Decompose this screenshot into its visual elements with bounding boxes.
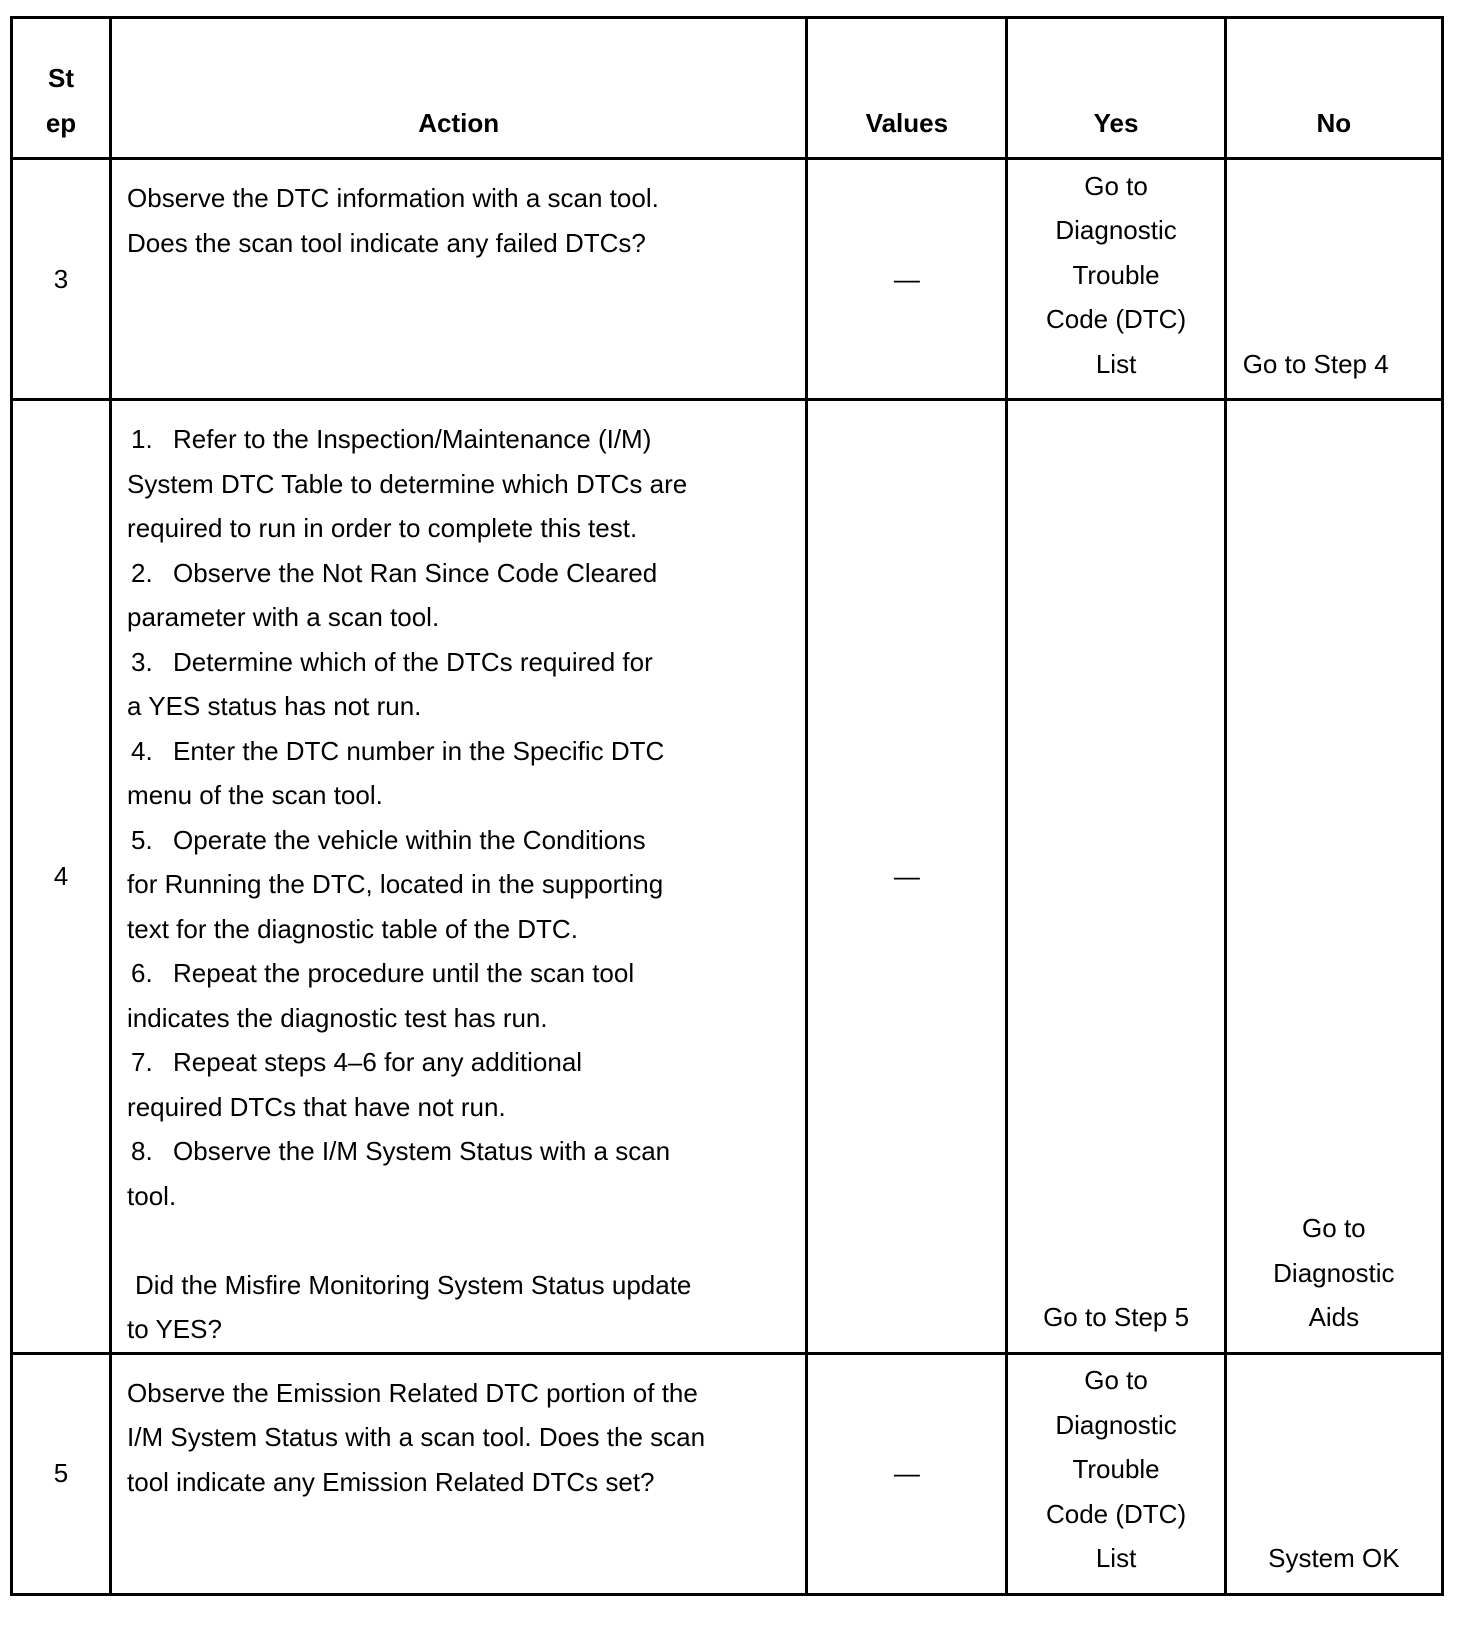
values-header: Values	[807, 18, 1007, 159]
list-item: 6. Repeat the procedure until the scan tool	[131, 958, 635, 988]
list-item: 5. Operate the vehicle within the Conditions	[131, 824, 646, 855]
step-number: 4	[12, 400, 111, 1354]
table-row	[12, 1353, 1443, 1594]
action-text: Observe the DTC information with a scan tool. Does the scan tool indicate any failed DTCs?	[111, 159, 807, 400]
question-text: Did the Misfire Monitoring System Status update	[135, 1269, 692, 1300]
values-cell: —	[807, 1353, 1007, 1594]
yes-cell: Go to Diagnostic Trouble Code (DTC) List	[1007, 1353, 1225, 1594]
step-header: St ep	[12, 18, 111, 159]
list-item: 1. Refer to the Inspection/Maintenance (I/M)	[131, 424, 652, 454]
yes-header: Yes	[1007, 18, 1225, 159]
no-cell: Go to Diagnostic Aids	[1225, 400, 1442, 1354]
no-header: No	[1225, 18, 1442, 159]
table-row	[12, 400, 1443, 1354]
diagnostic-table	[10, 16, 1444, 1596]
header-row	[12, 18, 1443, 159]
step-number: 3	[12, 159, 111, 400]
no-cell: Go to Step 4	[1225, 159, 1442, 400]
list-item: 2. Observe the Not Ran Since Code Cleared	[131, 557, 658, 588]
action-text: 1. Refer to the Inspection/Maintenance (I/M) System DTC Table to determine which DTCs are required to run in order to complete this test. 2. Observe the Not Ran Since Code Cleared parameter with a scan tool. 3. Determine which of the DTCs required for a YES status has not run. 4. Enter the DTC number in the Specific DTC menu of the scan tool. 5. Operate the vehicle within the Conditions for Running the DTC, located in the supporting text for the diagnostic table of the DTC. 6. Repeat the procedure until the scan tool indicates the diagnostic test has run. 7. Repeat steps 4–6 for any additional required DTCs that have not run. 8. Observe the I/M System Status with a scan tool. Did the Misfire Monitoring System Status update to YES?	[111, 400, 807, 1354]
action-text: Observe the Emission Related DTC portion of the I/M System Status with a scan tool. Does the scan tool indicate any Emission Related DTCs set?	[111, 1353, 807, 1594]
list-item: 8. Observe the I/M System Status with a scan	[131, 1136, 671, 1166]
yes-cell: Go to Step 5	[1007, 400, 1225, 1354]
values-cell: —	[807, 159, 1007, 400]
step-number: 5	[12, 1353, 111, 1594]
no-cell: System OK	[1225, 1353, 1442, 1594]
list-item: 3. Determine which of the DTCs required for	[131, 646, 653, 677]
list-item: 4. Enter the DTC number in the Specific DTC	[131, 735, 665, 766]
values-cell: —	[807, 400, 1007, 1354]
yes-cell: Go to Diagnostic Trouble Code (DTC) List	[1007, 159, 1225, 400]
action-header: Action	[111, 18, 807, 159]
table-row	[12, 159, 1443, 400]
list-item: 7. Repeat steps 4–6 for any additional	[131, 1047, 583, 1077]
